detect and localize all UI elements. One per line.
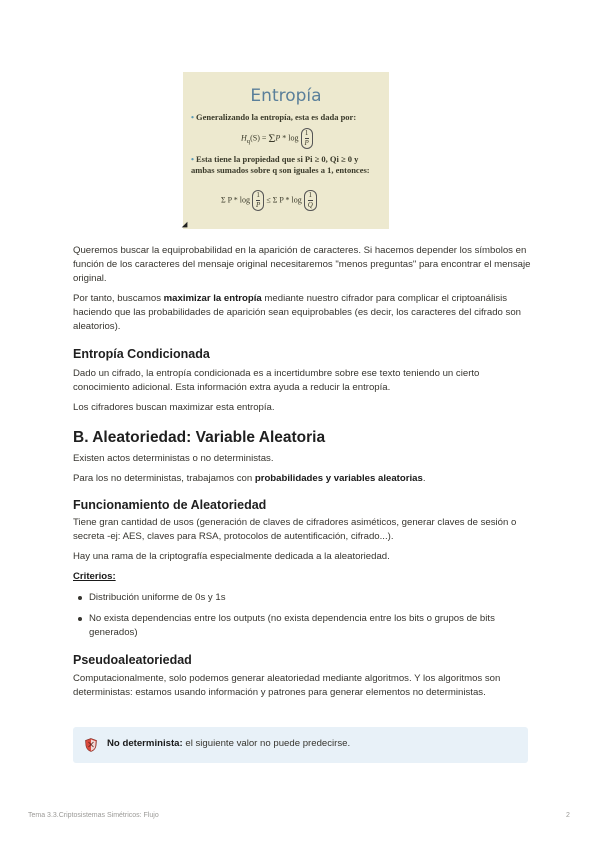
slide-formula-2: [221, 190, 317, 211]
formula-sum: Σ: [268, 131, 276, 145]
paragraph-deterministas: Existen actos deterministas o no deterministas.: [73, 453, 274, 464]
footer-page-number: 2: [566, 812, 570, 819]
formula2-num-left: 1: [256, 191, 260, 199]
formula-h: H: [241, 133, 247, 143]
p6-post: .: [422, 473, 426, 484]
formula-log: * log: [280, 133, 299, 143]
callout-text: [107, 738, 350, 749]
slide-bullet-1: [191, 112, 383, 123]
paragraph-maximizar-entropia: Los cifradores buscan maximizar esta entropía.: [73, 402, 275, 413]
callout-body: el siguiente valor no puede predecirse.: [182, 738, 351, 749]
formula2-left: Σ P * log: [221, 195, 251, 205]
p2-post: mediante nuestro cifrador para complicar el criptoanálisis haciendo que las probabilidades de aparición sean equiprobables (es decir, los caracteres del cifrado son aleatorios).: [73, 293, 521, 332]
list-item: No exista dependencias entre los outputs (no exista dependencia entre los bits o grupos de bits generados): [89, 612, 539, 640]
paragraph-rama: Hay una rama de la criptografía especialmente dedicada a la aleatoriedad.: [73, 551, 390, 562]
formula2-den-right: Q: [307, 201, 313, 209]
paragraph-no-deterministas: [73, 472, 533, 486]
list-item: Distribución uniforme de 0s y 1s: [89, 591, 539, 605]
slide-bullet-1-text: Generalizando la entropía, esta es dada por:: [195, 112, 357, 122]
heading-entropia-condicionada: Entropía Condicionada: [73, 347, 210, 361]
formula-mid: (S) =: [250, 133, 269, 143]
entropy-slide-image: [183, 72, 389, 229]
formula2-fraction-right: [304, 190, 317, 211]
paragraph-equiprobabilidad: Queremos buscar la equiprobabilidad en la aparición de caracteres. Si hacemos depender los símbolos en función de los caracteres del mensaje original necesitaremos "menos preguntas" para encontrar el mensaje original.: [73, 245, 531, 284]
slide-formula-1: [241, 128, 313, 149]
p6-bold: probabilidades y variables aleatorias: [254, 473, 423, 484]
heading-aleatoriedad: B. Aleatoriedad: Variable Aleatoria: [73, 429, 326, 446]
formula2-fraction-left: [252, 190, 264, 211]
p6-pre: Para los no deterministas, trabajamos con: [73, 473, 255, 484]
paragraph-maximizar: [73, 292, 533, 334]
heading-pseudoaleatoriedad: Pseudoaleatoriedad: [73, 653, 192, 667]
formula-term: P: [275, 133, 281, 143]
callout-bold: No determinista:: [107, 738, 183, 749]
formula-fraction: [301, 128, 313, 149]
slide-bullet-2-text: Esta tiene la propiedad que si Pi ≥ 0, Qi ≥ 0 y ambas sumados sobre q son iguales a 1, entonces:: [191, 154, 370, 175]
slide-title: Entropía: [250, 86, 322, 106]
footer-title: Tema 3.3.Criptosistemas Simétricos: Flujo: [28, 812, 159, 819]
paragraph-entropia-cond: Dado un cifrado, la entropía condicionada es a incertidumbre sobre ese texto teniendo un cierto conocimiento adicional. Esta información extra ayuda a reducir la entropía.: [73, 368, 480, 393]
formula-h-sub: q: [246, 137, 251, 145]
p2-pre: Por tanto, buscamos: [73, 293, 164, 304]
bullet-dot-icon: •: [191, 154, 194, 164]
formula2-den-left: P: [256, 201, 261, 209]
p2-bold: maximizar la entropía: [163, 293, 262, 304]
shield-icon: [85, 738, 97, 752]
criterios-label: Criterios:: [73, 571, 116, 582]
formula-den: P: [304, 139, 309, 147]
callout-box: [73, 727, 528, 763]
formula2-num-right: 1: [308, 191, 313, 199]
paragraph-usos: Tiene gran cantidad de usos (generación de claves de cifradores asiméticos, generar claves de sesión o secreta -ej: AES, claves para RSA, protocolos de autentificación, cifrado...).: [73, 517, 517, 542]
slide-bullet-2: [191, 154, 383, 176]
paragraph-pseudoaleatoriedad: Computacionalmente, solo podemos generar aleatoriedad mediante algoritmos. Y los algoritmos son deterministas: estamos usando información y patrones para generar elementos no deterministas.: [73, 673, 501, 698]
formula2-right: Σ P * log: [272, 195, 302, 205]
bullet-dot-icon: •: [191, 112, 194, 122]
formula2-relation: ≤: [266, 195, 273, 205]
formula-num: 1: [304, 129, 309, 137]
heading-funcionamiento: Funcionamiento de Aleatoriedad: [73, 498, 267, 512]
